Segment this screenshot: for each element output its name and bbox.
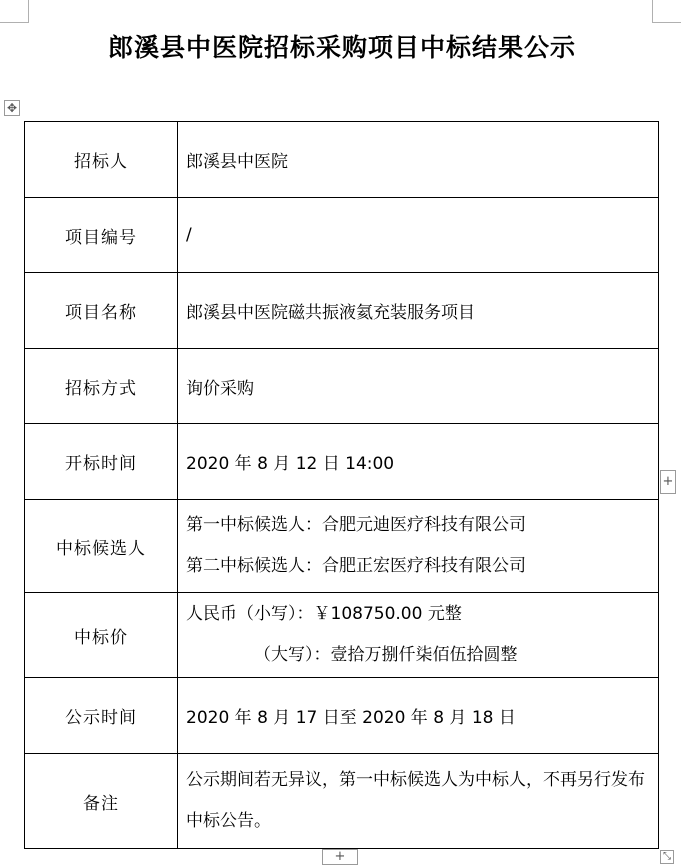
row-label-tenderer: 招标人: [25, 122, 178, 198]
table-row: [25, 500, 659, 593]
row-label-project-number: 项目编号: [25, 198, 178, 273]
table-row: [25, 273, 659, 349]
row-value-bid-price: [178, 593, 659, 678]
row-label-opening-time: 开标时间: [25, 424, 178, 500]
bid-result-table: [24, 121, 659, 849]
row-value-project-name: 郎溪县中医院磁共振液氦充装服务项目: [178, 273, 659, 349]
row-value-remarks: [178, 754, 659, 849]
row-label-project-name: 项目名称: [25, 273, 178, 349]
add-column-button[interactable]: +: [322, 849, 358, 865]
row-value-bid-method: 询价采购: [178, 349, 659, 424]
row-label-publicity-time: 公示时间: [25, 678, 178, 754]
table-row: [25, 678, 659, 754]
table-row: [25, 424, 659, 500]
table-row: [25, 754, 659, 849]
remarks-text: 公示期间若无异议，第一中标候选人为中标人，不再另行发布中标公告。: [186, 770, 645, 831]
row-value-publicity-time: 2020 年 8 月 17 日至 2020 年 8 月 18 日: [178, 678, 659, 754]
row-value-tenderer: 郎溪县中医院: [178, 122, 659, 198]
row-label-candidates: 中标候选人: [25, 500, 178, 593]
table-row: [25, 198, 659, 273]
row-value-candidates: [178, 500, 659, 593]
add-row-button[interactable]: +: [660, 470, 676, 494]
candidate-second: 第二中标候选人：合肥正宏医疗科技有限公司: [186, 556, 526, 576]
row-label-bid-price: 中标价: [25, 593, 178, 678]
table-row: [25, 349, 659, 424]
row-value-opening-time: 2020 年 8 月 12 日 14:00: [178, 424, 659, 500]
row-value-project-number: /: [178, 198, 659, 273]
row-label-remarks: 备注: [25, 754, 178, 849]
page-corner-mark: [652, 0, 681, 23]
table-resize-icon[interactable]: ⤡: [660, 850, 674, 864]
price-uppercase: （大写）：壹拾万捌仟柒佰伍拾圆整: [254, 645, 518, 665]
table-row: [25, 593, 659, 678]
table-row: [25, 122, 659, 198]
page-corner-mark: [0, 0, 29, 23]
candidate-first: 第一中标候选人：合肥元迪医疗科技有限公司: [186, 515, 526, 535]
row-label-bid-method: 招标方式: [25, 349, 178, 424]
table-move-icon[interactable]: ✥: [4, 100, 20, 116]
price-lowercase: 人民币（小写）：￥108750.00 元整: [186, 604, 462, 624]
document-title: 郎溪县中医院招标采购项目中标结果公示: [107, 33, 576, 62]
